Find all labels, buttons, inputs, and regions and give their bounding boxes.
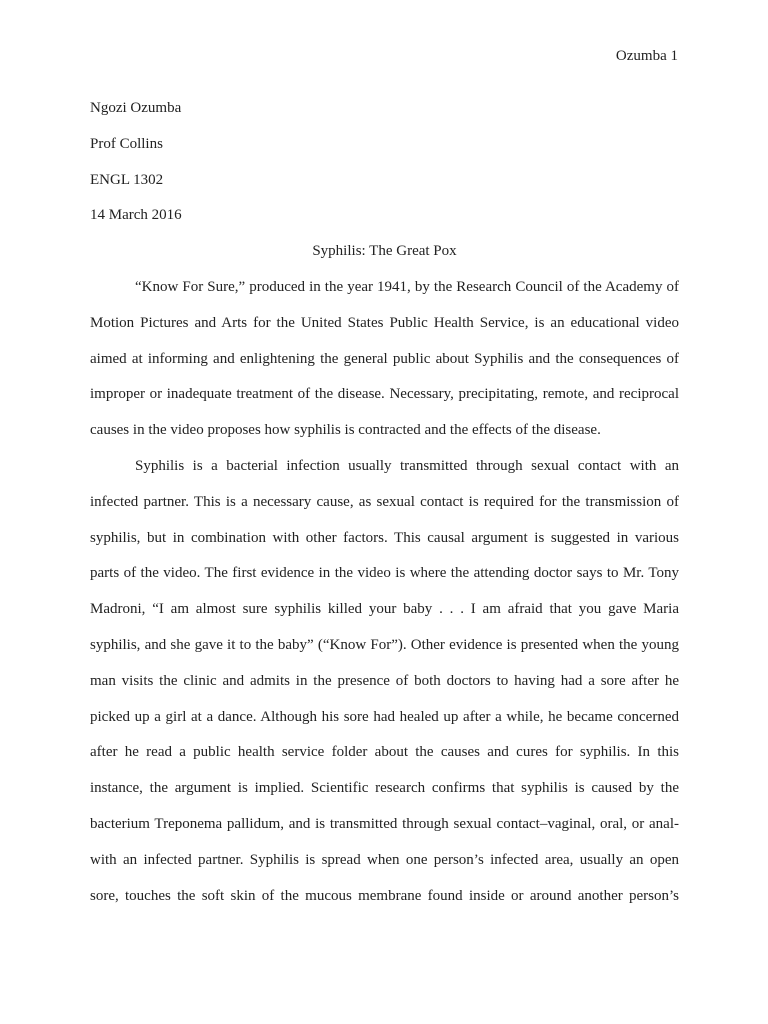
- text-line: aimed at informing and enlightening the general public about Syphilis and the consequences of: [90, 350, 679, 367]
- author-name: Ngozi Ozumba: [90, 100, 182, 116]
- running-header: Ozumba 1: [615, 48, 678, 64]
- text-line: infected partner. This is a necessary cause, as sexual contact is required for the transmission of: [90, 493, 679, 510]
- paragraph-1: [90, 270, 679, 449]
- text-line: Syphilis is a bacterial infection usually transmitted through sexual contact with an: [135, 457, 679, 474]
- text-line: Motion Pictures and Arts for the United States Public Health Service, is an educational video: [90, 314, 679, 331]
- text-line: improper or inadequate treatment of the disease. Necessary, precipitating, remote, and reciprocal: [90, 386, 679, 403]
- text-line: parts of the video. The first evidence in the video is where the attending doctor says to Mr. Tony: [90, 565, 679, 582]
- text-line: Madroni, “I am almost sure syphilis killed your baby . . . I am afraid that you gave Maria: [90, 601, 679, 618]
- text-line: after he read a public health service folder about the causes and cures for syphilis. In this: [90, 744, 679, 761]
- document-body: [90, 91, 679, 914]
- text-line: bacterium Treponema pallidum, and is transmitted through sexual contact–vaginal, oral, or anal-: [90, 815, 679, 832]
- date: 14 March 2016: [90, 207, 182, 224]
- instructor-name: Prof Collins: [90, 135, 163, 152]
- text-line: man visits the clinic and admits in the presence of both doctors to having had a sore after he: [90, 672, 679, 689]
- paragraph-2: [90, 449, 679, 914]
- text-line: sore, touches the soft skin of the mucous membrane found inside or around another person’s: [90, 887, 679, 904]
- text-line: picked up a girl at a dance. Although his sore had healed up after a while, he became concerned: [90, 708, 679, 725]
- text-line: instance, the argument is implied. Scientific research confirms that syphilis is caused by the: [90, 780, 679, 797]
- text-line: causes in the video proposes how syphilis is contracted and the effects of the disease.: [90, 422, 601, 439]
- course-name: ENGL 1302: [90, 171, 164, 188]
- text-line: “Know For Sure,” produced in the year 1941, by the Research Council of the Academy of: [135, 278, 679, 295]
- text-line: syphilis, and she gave it to the baby” (“Know For”). Other evidence is presented when the young: [90, 636, 679, 653]
- text-line: with an infected partner. Syphilis is spread when one person’s infected area, usually an open: [90, 851, 679, 868]
- essay-title: Syphilis: The Great Pox: [312, 243, 457, 260]
- text-line: syphilis, but in combination with other factors. This causal argument is suggested in various: [90, 529, 679, 546]
